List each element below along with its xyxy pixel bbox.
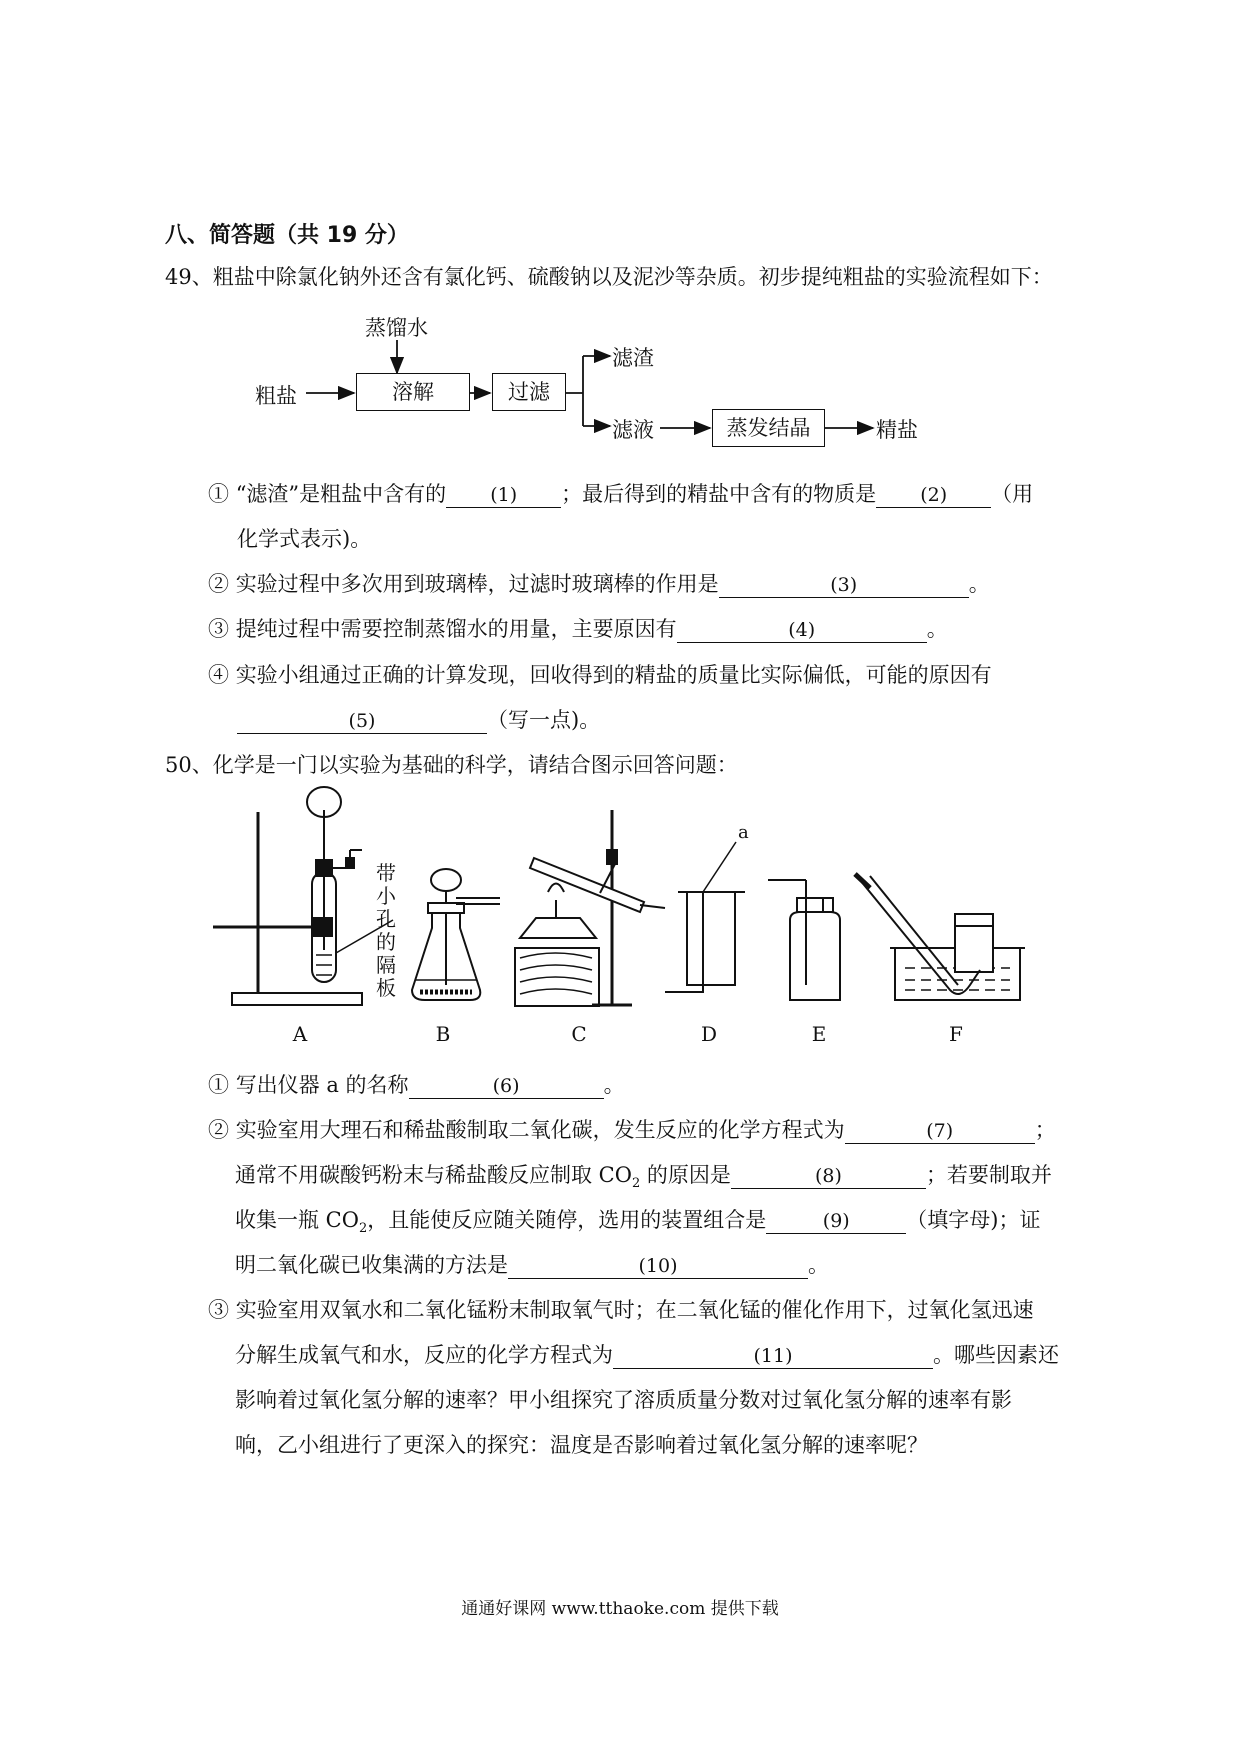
item-text: 明二氧化碳已收集满的方法是	[235, 1253, 508, 1277]
apparatus-label-a: A	[292, 1022, 308, 1046]
item-number: ③	[208, 617, 229, 641]
apparatus-label-f: F	[949, 1022, 963, 1046]
co2-subscript: 2	[631, 1176, 641, 1192]
partition-label: 带小孔的隔板	[376, 861, 396, 1000]
item-number: ③	[208, 1298, 229, 1322]
item-text: 分解生成氧气和水，反应的化学方程式为	[235, 1343, 613, 1367]
flow-dissolve-box: 溶解	[356, 373, 470, 411]
answer-blank-7[interactable]: (7)	[845, 1119, 1035, 1144]
item-text-end: ；	[1034, 1118, 1056, 1142]
item-number: ①	[208, 1073, 229, 1097]
item-text: 通常不用碳酸钙粉末与稀盐酸反应制取 CO	[235, 1163, 632, 1187]
answer-blank-5[interactable]: (5)	[237, 709, 487, 734]
answer-blank-4[interactable]: (4)	[677, 618, 927, 643]
flow-product-label: 精盐	[876, 418, 918, 442]
item-text-end: 。	[603, 1073, 625, 1097]
page-footer: 通通好课网 www.tthaoke.com 提供下载	[461, 1599, 779, 1619]
q50-item-3-line3: 影响着过氧化氢分解的速率？甲小组探究了溶质质量分数对过氧化氢分解的速率有影	[235, 1388, 1012, 1412]
apparatus-b	[412, 869, 500, 1000]
item-text-end: 。	[926, 617, 948, 641]
item-number: ①	[208, 482, 229, 506]
answer-blank-3[interactable]: (3)	[719, 573, 969, 598]
item-text: 实验室用双氧水和二氧化锰粉末制取氧气时；在二氧化锰的催化作用下，过氧化氢迅速	[235, 1298, 1034, 1322]
item-text-end: （写一点)。	[487, 708, 601, 732]
item-text: 实验小组通过正确的计算发现，回收得到的精盐的质量比实际偏低，可能的原因有	[235, 663, 992, 687]
apparatus-f	[855, 874, 1025, 1000]
apparatus-a	[213, 787, 393, 1005]
item-text: （填字母)；证	[906, 1208, 1041, 1232]
item-text-end: 。	[808, 1253, 829, 1277]
q50-item-2-line4	[235, 1250, 829, 1280]
item-number: ④	[208, 663, 229, 687]
q50-item-3-line4: 响，乙小组进行了更深入的探究：温度是否影响着过氧化氢分解的速率呢？	[235, 1433, 928, 1457]
q50-item-3-line2	[235, 1340, 1059, 1370]
apparatus-c	[515, 810, 665, 1006]
flow-filtrate-label: 滤液	[612, 418, 654, 442]
q50-item-1	[208, 1070, 625, 1100]
answer-blank-8[interactable]: (8)	[731, 1164, 926, 1189]
answer-blank-10[interactable]: (10)	[508, 1254, 808, 1279]
item-text: 。哪些因素还	[933, 1343, 1059, 1367]
q50-item-3-line1	[208, 1295, 1034, 1325]
apparatus-e	[768, 880, 840, 1000]
answer-blank-6[interactable]: (6)	[409, 1074, 604, 1099]
item-text: ；若要制取并	[925, 1163, 1052, 1187]
apparatus-label-b: B	[435, 1022, 451, 1046]
flow-input-label: 粗盐	[255, 384, 297, 408]
item-number: ②	[208, 1118, 229, 1142]
flow-filter-box: 过滤	[492, 373, 566, 411]
question-49-stem: 49、粗盐中除氯化钠外还含有氯化钙、硫酸钠以及泥沙等杂质。初步提纯粗盐的实验流程如下：	[165, 265, 1053, 289]
apparatus-label-c: C	[571, 1022, 587, 1046]
item-text-end: 。	[968, 572, 990, 596]
item-text-mid: ；最后得到的精盐中含有的物质是	[561, 482, 877, 506]
item-text: ，且能使反应随关随停，选用的装置组合是	[367, 1208, 767, 1232]
answer-blank-11[interactable]: (11)	[613, 1344, 933, 1369]
q50-item-2-line2	[235, 1160, 1052, 1199]
item-text-end: （用	[991, 482, 1034, 506]
item-text: 提纯过程中需要控制蒸馏水的用量，主要原因有	[235, 617, 677, 641]
item-text: 实验过程中多次用到玻璃棒，过滤时玻璃棒的作用是	[235, 572, 719, 596]
flow-water-label: 蒸馏水	[365, 316, 428, 340]
apparatus-d	[665, 842, 745, 992]
apparatus-label-d: D	[700, 1022, 718, 1046]
flow-residue-label: 滤渣	[612, 346, 654, 370]
flow-evaporate-box: 蒸发结晶	[712, 409, 825, 447]
item-number: ②	[208, 572, 229, 596]
answer-blank-2[interactable]: (2)	[876, 483, 991, 508]
answer-blank-1[interactable]: (1)	[446, 483, 561, 508]
co2-subscript: 2	[358, 1221, 368, 1237]
q50-item-2-line3	[235, 1205, 1040, 1244]
question-50-stem: 50、化学是一门以实验为基础的科学，请结合图示回答问题：	[165, 753, 738, 777]
item-text: 收集一瓶 CO	[235, 1208, 359, 1232]
section-title: 八、简答题（共 19 分）	[165, 223, 409, 248]
item-text: “滤渣”是粗盐中含有的	[235, 482, 447, 506]
answer-blank-9[interactable]: (9)	[766, 1209, 906, 1234]
item-text: 写出仪器 a 的名称	[235, 1073, 409, 1097]
q50-item-2-line1	[208, 1115, 1056, 1145]
item-text: 实验室用大理石和稀盐酸制取二氧化碳，发生反应的化学方程式为	[235, 1118, 845, 1142]
q49-item-1-line2: 化学式表示)。	[237, 527, 372, 551]
item-text: 的原因是	[640, 1163, 731, 1187]
apparatus-label-e: E	[811, 1022, 827, 1046]
instrument-a-label: a	[738, 822, 749, 843]
